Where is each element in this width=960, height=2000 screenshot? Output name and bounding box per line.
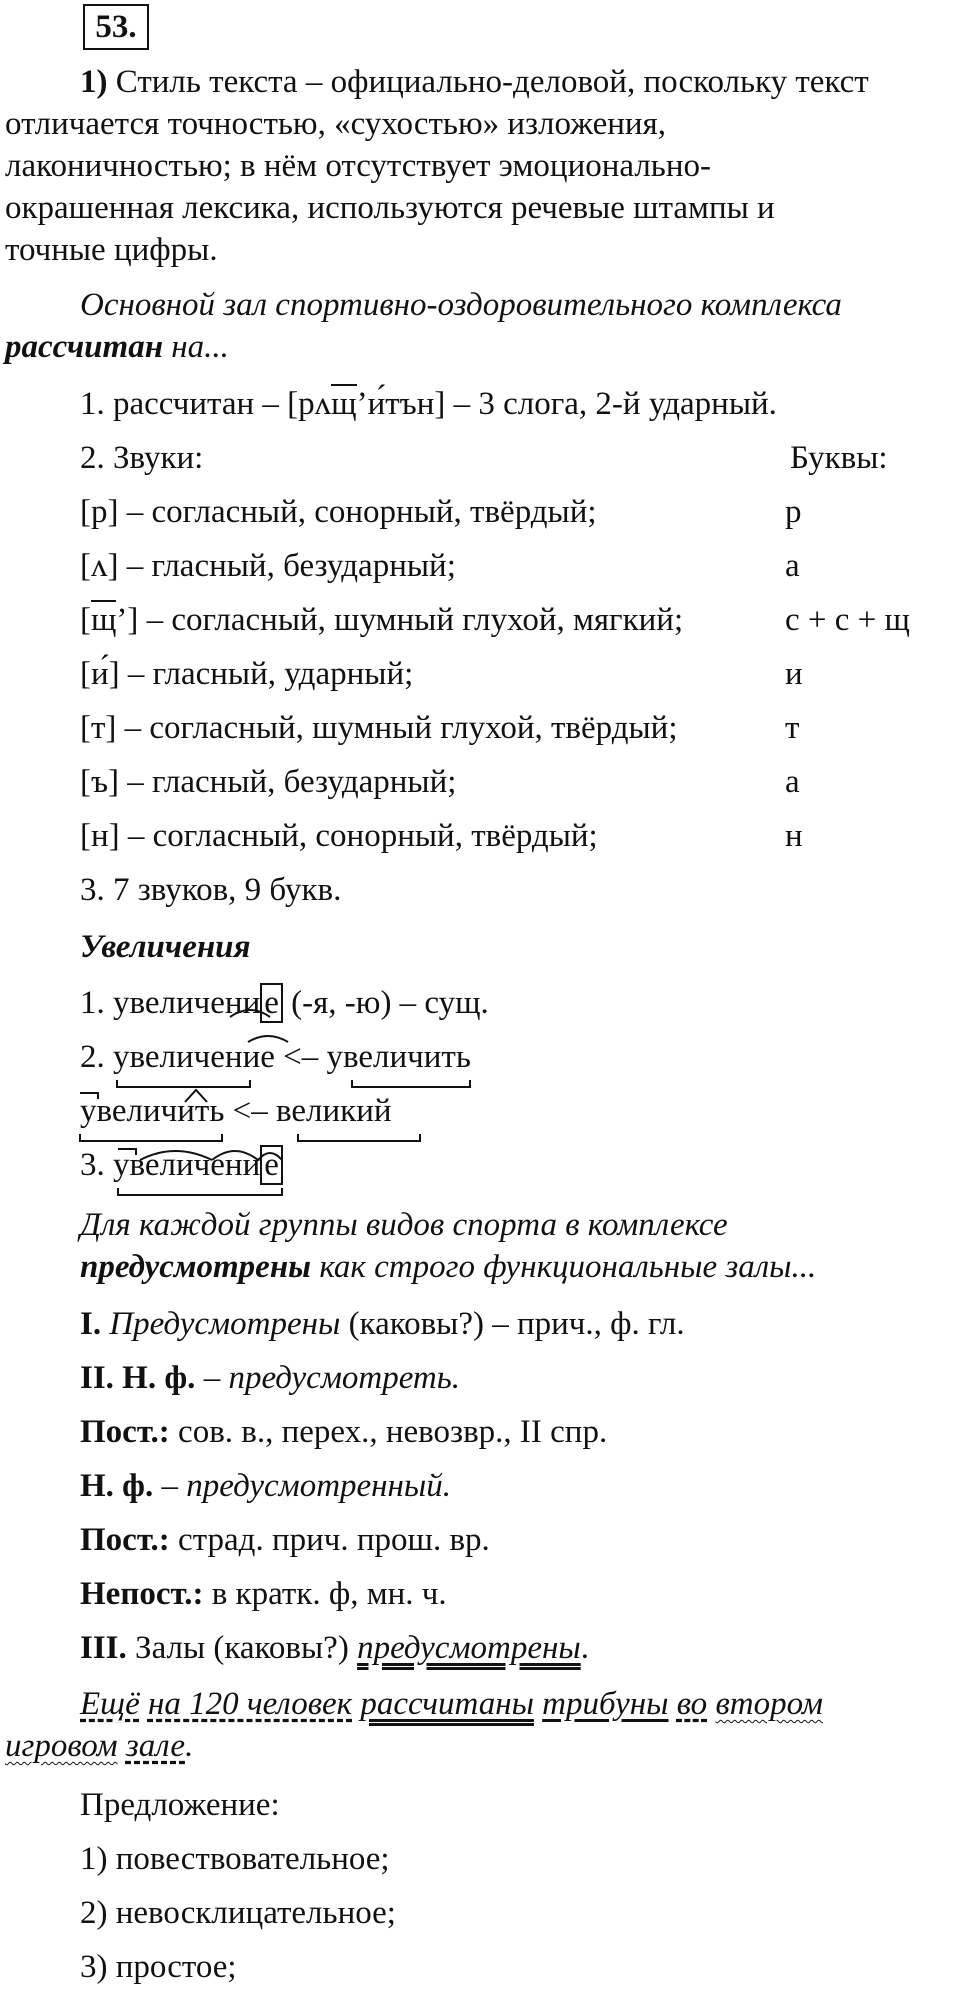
quote1-line-2 [5,327,229,367]
analysis-row-2 [80,1358,460,1398]
phonetic-header-sounds: 2. Звуки: [80,440,204,476]
task-number: 53. [83,4,149,50]
analysis-r7-mid: Залы (каковы?) [126,1630,358,1666]
quote2-line-1: Для каждой группы видов спорта в комплексе [80,1207,728,1243]
intro-label: 1) [80,64,108,100]
analysis-r2-label: II. Н. ф. [80,1360,196,1396]
phonetic-item1-suffix: ’и́тън] – 3 слога, 2-й ударный. [356,386,777,422]
phonetic-row-2-letters: а [785,548,800,584]
analysis-r5-rest: страд. прич. прош. вр. [169,1522,490,1558]
sentence-w3: рассчитаны [360,1686,534,1722]
morph-item2b-base2-bracket [298,1134,420,1141]
analysis-r5-label: Пост.: [80,1522,170,1558]
phonetic-row-4-letters: и [785,656,803,692]
phonetic-row-4-sound: [и́] – гласный, ударный; [80,656,414,692]
morph-item2-base-bracket [117,1080,250,1087]
sentence-w5: во [676,1686,708,1722]
analysis-r6-rest: в кратк. ф, мн. ч. [203,1576,447,1612]
analysis-r7-word: предусмотрены [357,1630,581,1666]
quote2-rest: как строго функциональные залы... [311,1249,817,1285]
sentence-w8: зале [125,1728,186,1764]
quote2-line-2 [80,1247,816,1287]
morph-item-1: 1. увеличени е (-я, -ю) – сущ. [80,985,489,1021]
sentence-w4: трибуны [542,1686,669,1722]
analysis-row-4 [80,1466,451,1506]
phonetic-row-7-letters: н [785,818,803,854]
predl-item-3: 3) простое; [80,1949,237,1985]
morph-item3-base-bracket [118,1188,282,1195]
phonetic-row-7-sound: [н] – согласный, сонорный, твёрдый; [80,818,598,854]
analysis-r4-label: Н. ф. [80,1468,154,1504]
quote1-word: рассчитан [5,329,164,365]
analysis-r1-word: Предусмотрены [109,1306,341,1342]
predl-item-2: 2) невосклицательное; [80,1895,396,1931]
quote1-line-1: Основной зал спортивно-оздоровительного комплекса [80,287,842,323]
morph-item-3 [80,1145,283,1185]
phonetic-row-5-letters: т [785,710,800,746]
morph-item3-num: 3. [80,1147,113,1183]
analysis-r4-rest: – предусмотренный. [153,1468,452,1504]
morph-item1-word: увеличени [113,985,261,1021]
morph-heading: Увеличения [80,929,251,965]
sentence-end: . [185,1728,194,1764]
intro-line-5: точные цифры. [5,232,218,268]
sentence-line-1 [80,1684,823,1724]
predl-item-1: 1) повествовательное; [80,1841,390,1877]
analysis-r7-end: . [580,1630,589,1666]
analysis-row-3 [80,1412,607,1452]
sentence-w6: втором [715,1686,823,1722]
phonetic-row-2-sound: [ʌ] – гласный, безударный; [80,548,456,584]
analysis-row-6 [80,1574,447,1614]
analysis-r6-label: Непост.: [80,1576,204,1612]
phonetic-row-3-letters: с + с + щ [785,602,910,638]
phonetic-row-3-sound: ’] – согласный, шумный глухой, мягкий; [116,602,684,638]
sentence-line-2 [5,1726,193,1766]
morph-item-2: 2. увеличение <– увеличить [80,1039,471,1075]
morph-item2b-base-bracket [80,1134,222,1141]
intro-line-2: отличается точностью, «сухостью» изложения, [5,106,666,142]
quote1-rest: на... [163,329,229,365]
analysis-row-1 [80,1304,685,1344]
phonetic-row-1-sound: [р] – согласный, сонорный, твёрдый; [80,494,597,530]
phonetic-row-6-sound: [ъ] – гласный, безударный; [80,764,457,800]
morph-item2-base2-bracket [352,1080,470,1087]
analysis-r1-label: I. [80,1306,102,1342]
intro-line-1 [80,62,869,102]
analysis-row-5 [80,1520,490,1560]
phonetic-item1-prefix: 1. рассчитан – [рʌ [80,386,332,422]
phonetic-header-letters: Буквы: [790,440,888,476]
morph-item1-ending: е [260,983,283,1023]
phonetic-row-1-letters: р [785,494,802,530]
analysis-r7-label: III. [80,1630,127,1666]
sentence-w2: на 120 человек [147,1686,353,1722]
quote2-word: предусмотрены [80,1249,312,1285]
intro-line-3: лаконичностью; в нём отсутствует эмоционально- [5,148,712,184]
phonetic-row-6-letters: а [785,764,800,800]
morph-item1-rest: (-я, -ю) – сущ. [282,985,489,1021]
phonetic-row3-bracket: [ [80,602,91,638]
phonetic-summary: 3. 7 звуков, 9 букв. [80,872,342,908]
morph-item3-word: увеличени [113,1147,261,1183]
analysis-r1-rest: (каковы?) – прич., ф. гл. [340,1306,685,1342]
phonetic-row3-shch: щ [91,602,117,638]
phonetic-item1-shch: щ [331,386,357,422]
phonetic-item-1 [80,384,777,424]
morph-item3-ending: е [260,1145,283,1185]
sentence-w7: игровом [5,1728,118,1764]
analysis-r3-label: Пост.: [80,1414,170,1450]
intro-line-4: окрашенная лексика, используются речевые штампы и [5,190,775,226]
sentence-w1: Ещё [80,1686,140,1722]
analysis-r3-rest: сов. в., перех., невозвр., II спр. [169,1414,608,1450]
phonetic-row-5-sound: [т] – согласный, шумный глухой, твёрдый; [80,710,678,746]
analysis-row-7 [80,1628,589,1668]
phonetic-row-3 [80,600,683,640]
intro-text-1: Стиль текста – официально-деловой, поскольку текст [115,64,869,100]
morph-item-2b: увеличить <– великий [80,1093,392,1129]
predl-heading: Предложение: [80,1787,280,1823]
analysis-r2-rest: – предусмотреть. [195,1360,461,1396]
